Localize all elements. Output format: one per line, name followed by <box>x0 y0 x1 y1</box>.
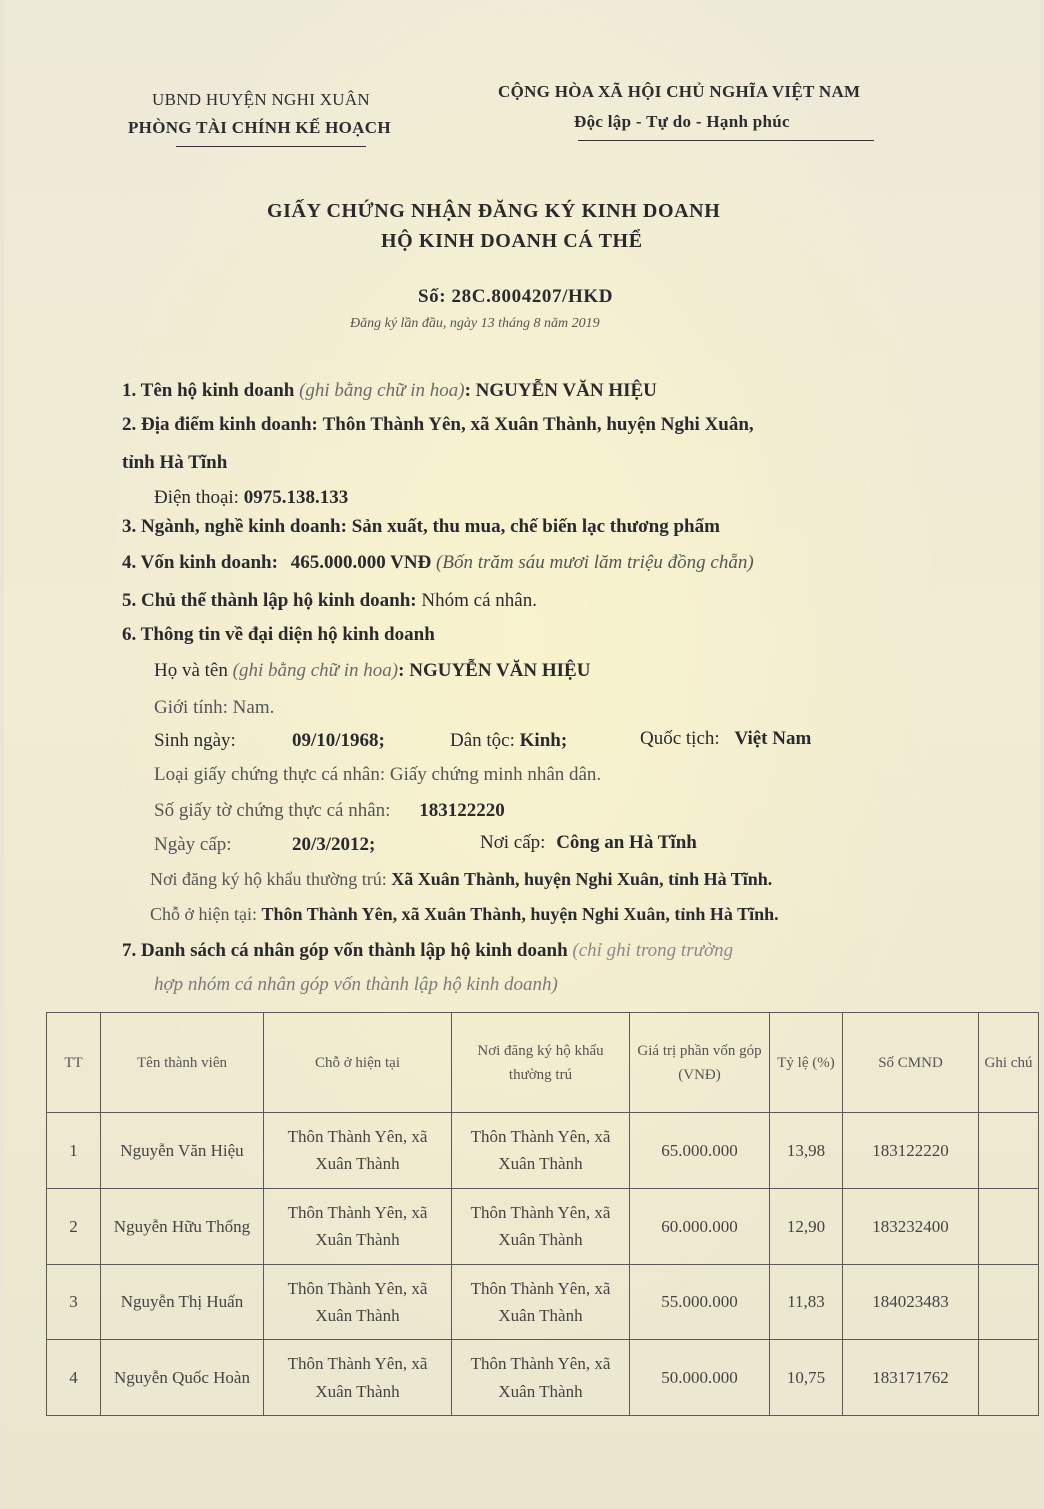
item-1-label: 1. Tên hộ kinh doanh <box>122 380 295 401</box>
item-1-note: (ghi bằng chữ in hoa) <box>299 380 465 401</box>
cell-registration: Thôn Thành Yên, xã Xuân Thành <box>452 1264 630 1340</box>
cell-value: 55.000.000 <box>630 1264 770 1340</box>
rep-gender: Giới tính: Nam. <box>154 697 275 718</box>
item-5-label: 5. Chủ thể thành lập hộ kinh doanh: <box>122 590 417 611</box>
cell-tt: 4 <box>47 1340 101 1416</box>
item-4 <box>122 552 754 574</box>
rep-name <box>154 660 590 682</box>
cell-value: 50.000.000 <box>630 1340 770 1416</box>
header-tt: TT <box>47 1013 101 1113</box>
table-row <box>47 1188 1039 1264</box>
place-value: Công an Hà Tĩnh <box>556 832 697 853</box>
item-1-value: : NGUYỄN VĂN HIỆU <box>464 380 657 401</box>
nation-line-1: CỘNG HÒA XÃ HỘI CHỦ NGHĨA VIỆT NAM <box>498 82 861 101</box>
cell-registration: Thôn Thành Yên, xã Xuân Thành <box>452 1113 630 1189</box>
item-3-label: 3. Ngành, nghề kinh doanh: <box>122 516 347 537</box>
cell-name: Nguyễn Văn Hiệu <box>101 1113 264 1189</box>
cell-ratio: 12,90 <box>770 1188 843 1264</box>
cell-name: Nguyễn Thị Huấn <box>101 1264 264 1340</box>
issued-value: 20/3/2012; <box>292 834 376 855</box>
item-3 <box>122 516 720 538</box>
rep-ethnic <box>450 730 567 752</box>
item-4-note: (Bốn trăm sáu mươi lăm triệu đồng chẵn) <box>436 552 754 573</box>
cell-id: 183122220 <box>843 1113 979 1189</box>
perm-value: Xã Xuân Thành, huyện Nghi Xuân, tỉnh Hà Tĩnh. <box>391 869 773 889</box>
rep-nationality <box>640 728 811 750</box>
cell-tt: 2 <box>47 1188 101 1264</box>
cell-address: Thôn Thành Yên, xã Xuân Thành <box>264 1264 452 1340</box>
org-line-2: PHÒNG TÀI CHÍNH KẾ HOẠCH <box>128 118 391 137</box>
header-capital-value: Giá trị phần vốn góp (VNĐ) <box>630 1013 770 1113</box>
dob-label: Sinh ngày: <box>154 730 236 751</box>
cell-id: 184023483 <box>843 1264 979 1340</box>
cell-note <box>979 1113 1039 1189</box>
rep-issue-place <box>480 832 697 854</box>
cell-registration: Thôn Thành Yên, xã Xuân Thành <box>452 1188 630 1264</box>
cell-note <box>979 1264 1039 1340</box>
item-1 <box>122 380 657 402</box>
nationality-label: Quốc tịch: <box>640 728 720 749</box>
cell-value: 65.000.000 <box>630 1113 770 1189</box>
rep-dob <box>154 730 236 752</box>
rep-issued <box>154 834 232 856</box>
issued-label: Ngày cấp: <box>154 834 232 855</box>
header-id-number: Số CMND <box>843 1013 979 1113</box>
cell-registration: Thôn Thành Yên, xã Xuân Thành <box>452 1340 630 1416</box>
item-2 <box>122 414 754 436</box>
ethnic-value: Kinh; <box>519 730 568 751</box>
cell-id: 183232400 <box>843 1188 979 1264</box>
item-7-note: (chỉ ghi trong trường <box>572 940 734 961</box>
item-2-value: Thôn Thành Yên, xã Xuân Thành, huyện Nghi Xuân, <box>322 414 754 435</box>
item-7-note-cont: hợp nhóm cá nhân góp vốn thành lập hộ kinh doanh) <box>154 974 558 995</box>
members-table <box>46 1012 1039 1416</box>
table-row <box>47 1113 1039 1189</box>
cell-value: 60.000.000 <box>630 1188 770 1264</box>
table-row <box>47 1264 1039 1340</box>
item-3-value: Sản xuất, thu mua, chế biến lạc thương phẩm <box>351 516 720 537</box>
idno-label: Số giấy tờ chứng thực cá nhân: <box>154 800 391 821</box>
org-underline <box>176 146 366 147</box>
nation-line-2: Độc lập - Tự do - Hạnh phúc <box>574 112 790 131</box>
dob-value: 09/10/1968; <box>292 730 385 751</box>
rep-name-note: (ghi bằng chữ in hoa) <box>232 660 399 681</box>
doc-title-1: GIẤY CHỨNG NHẬN ĐĂNG KÝ KINH DOANH <box>267 200 721 222</box>
item-7 <box>122 940 733 962</box>
cell-note <box>979 1188 1039 1264</box>
rep-permanent-address <box>150 869 772 890</box>
perm-label: Nơi đăng ký hộ khẩu thường trú: <box>150 869 387 889</box>
header-ratio: Tỷ lệ (%) <box>770 1013 843 1113</box>
rep-name-label: Họ và tên <box>154 660 228 681</box>
curr-label: Chỗ ở hiện tại: <box>150 904 258 924</box>
cell-ratio: 10,75 <box>770 1340 843 1416</box>
phone-label: Điện thoại: <box>154 487 239 508</box>
item-2-value-cont: tỉnh Hà Tĩnh <box>122 452 228 473</box>
phone-value: 0975.138.133 <box>243 487 349 508</box>
ethnic-label: Dân tộc: <box>450 730 515 751</box>
item-5 <box>122 590 537 612</box>
curr-value: Thôn Thành Yên, xã Xuân Thành, huyện Nghi Xuân, tỉnh Hà Tĩnh. <box>261 904 779 924</box>
cell-address: Thôn Thành Yên, xã Xuân Thành <box>264 1340 452 1416</box>
header-current-address: Chỗ ở hiện tại <box>264 1013 452 1113</box>
nationality-value: Việt Nam <box>734 728 812 749</box>
cell-address: Thôn Thành Yên, xã Xuân Thành <box>264 1113 452 1189</box>
document-page <box>4 0 1040 1509</box>
cell-id: 183171762 <box>843 1340 979 1416</box>
cell-name: Nguyễn Quốc Hoàn <box>101 1340 264 1416</box>
cell-name: Nguyễn Hữu Thống <box>101 1188 264 1264</box>
phone-line <box>154 487 348 509</box>
item-7-label: 7. Danh sách cá nhân góp vốn thành lập hộ kinh doanh <box>122 940 568 961</box>
header-note: Ghi chú <box>979 1013 1039 1113</box>
place-label: Nơi cấp: <box>480 832 546 853</box>
rep-name-value: : NGUYỄN VĂN HIỆU <box>398 660 591 681</box>
cell-tt: 1 <box>47 1113 101 1189</box>
idno-value: 183122220 <box>419 800 505 821</box>
cell-ratio: 13,98 <box>770 1113 843 1189</box>
item-5-value: Nhóm cá nhân. <box>421 590 537 611</box>
rep-current-address <box>150 904 779 925</box>
item-2-label: 2. Địa điểm kinh doanh: <box>122 414 318 435</box>
table-header-row <box>47 1013 1039 1113</box>
item-4-label: 4. Vốn kinh doanh: <box>122 552 278 573</box>
doc-number: Số: 28C.8004207/HKD <box>418 286 614 307</box>
cell-address: Thôn Thành Yên, xã Xuân Thành <box>264 1188 452 1264</box>
cell-note <box>979 1340 1039 1416</box>
table-row <box>47 1340 1039 1416</box>
cell-tt: 3 <box>47 1264 101 1340</box>
rep-idno <box>154 800 505 822</box>
header-member-name: Tên thành viên <box>101 1013 264 1113</box>
header-permanent-registration: Nơi đăng ký hộ khẩu thường trú <box>452 1013 630 1113</box>
doc-title-2: HỘ KINH DOANH CÁ THỂ <box>381 230 643 252</box>
registration-date: Đăng ký lần đầu, ngày 13 tháng 8 năm 2019 <box>350 316 600 331</box>
item-6-label: 6. Thông tin về đại diện hộ kinh doanh <box>122 624 435 645</box>
cell-ratio: 11,83 <box>770 1264 843 1340</box>
item-4-value: 465.000.000 VNĐ <box>290 552 432 573</box>
rep-idtype: Loại giấy chứng thực cá nhân: Giấy chứng minh nhân dân. <box>154 764 602 785</box>
nation-underline <box>578 140 874 141</box>
org-line-1: UBND HUYỆN NGHI XUÂN <box>152 90 371 109</box>
